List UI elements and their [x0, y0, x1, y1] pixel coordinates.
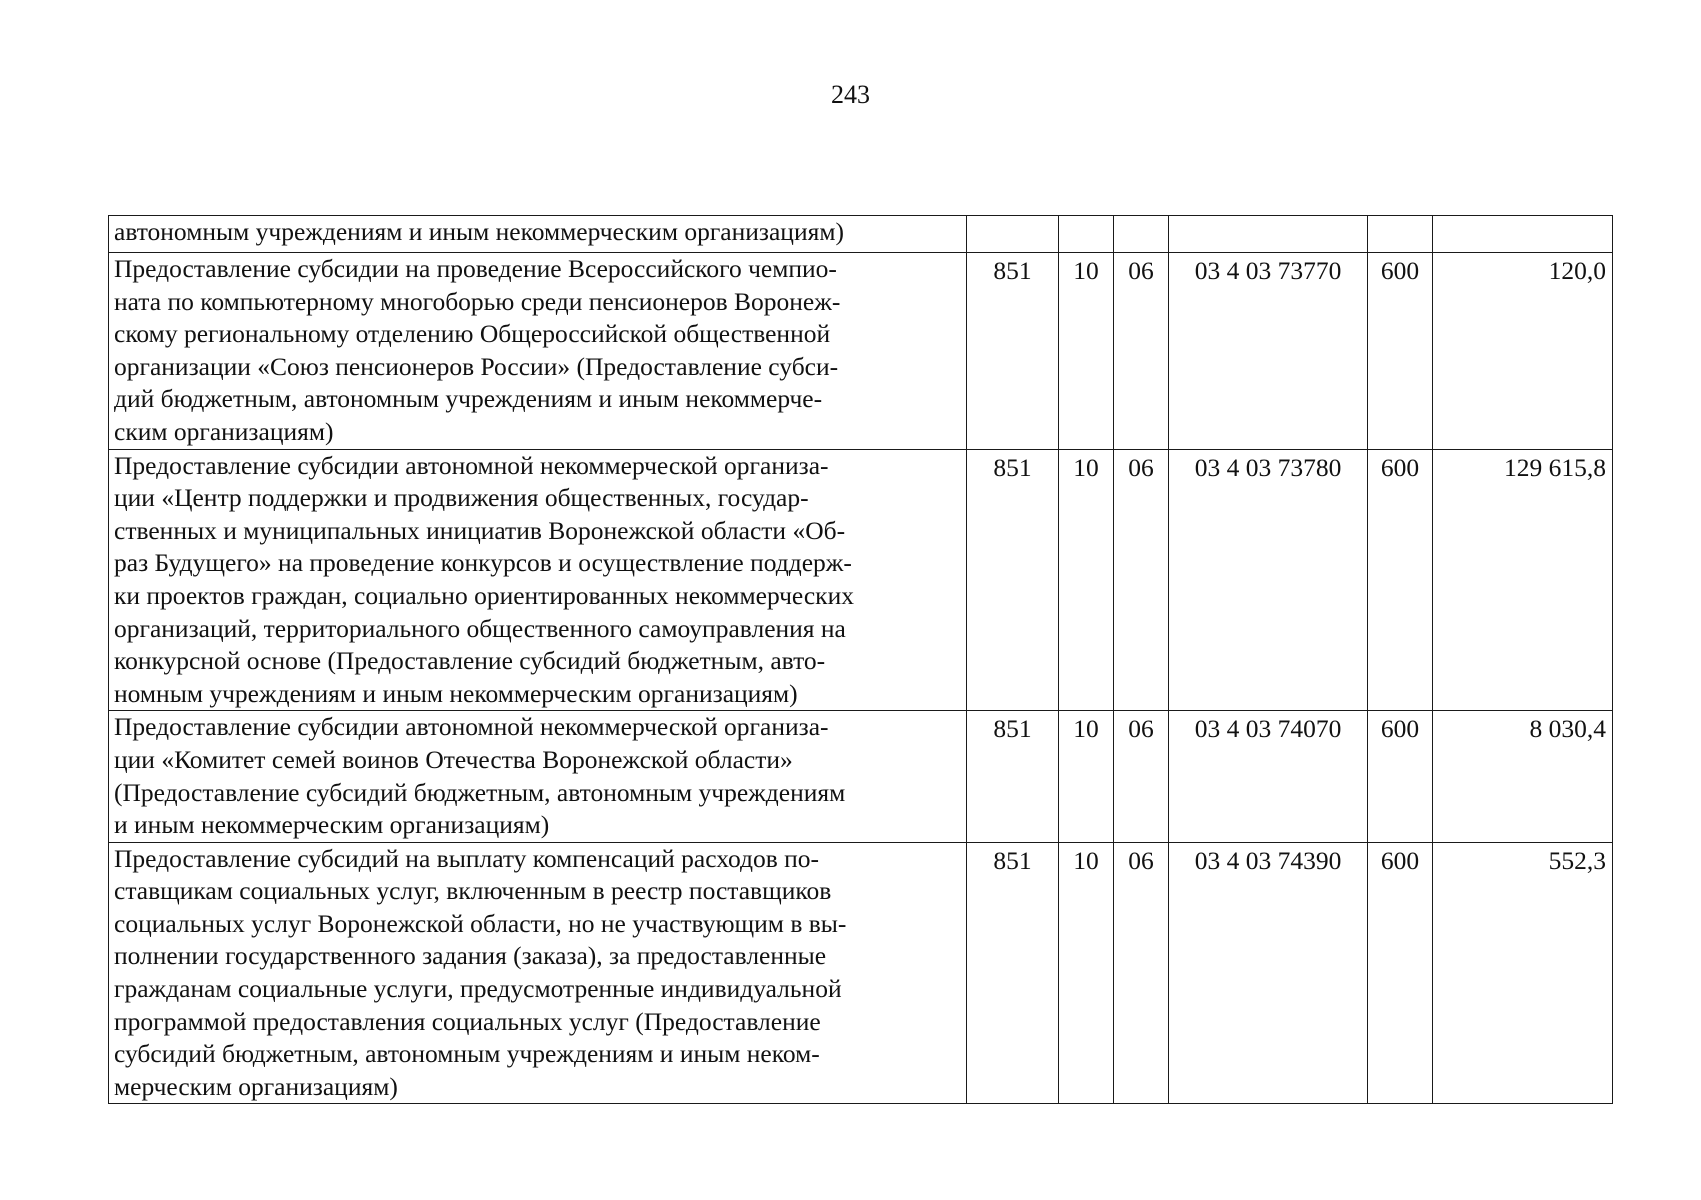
description-line: социальных услуг Воронежской области, но не участвующим в вы- — [114, 908, 847, 938]
cell-rz: 10 — [1059, 711, 1114, 842]
cell-ved: 851 — [967, 449, 1059, 711]
row-description — [109, 842, 967, 1104]
row-description — [109, 253, 967, 450]
description-line: Предоставление субсидии на проведение Всероссийского чемпио- — [114, 254, 837, 283]
table-row — [109, 253, 1613, 450]
row-description: автономным учреждениям и иным некоммерческим организациям) — [109, 216, 967, 253]
table-row-continuation — [109, 216, 1613, 253]
cell-pr: 06 — [1114, 449, 1169, 711]
description-line: скому региональному отделению Общероссийской общественной — [114, 319, 831, 349]
cell-ved: 851 — [967, 253, 1059, 450]
description-line: организаций, территориального общественного самоуправления на — [114, 613, 846, 643]
description-line: ции «Комитет семей воинов Отечества Воронежской области» — [114, 744, 793, 774]
description-line: субсидий бюджетным, автономным учреждениям и иным неком- — [114, 1039, 820, 1069]
description-line: (Предоставление субсидий бюджетным, автономным учреждениям — [114, 777, 846, 807]
page-number: 243 — [831, 80, 870, 109]
description-line: Предоставление субсидии автономной некоммерческой организа- — [114, 450, 829, 480]
cell-vr: 600 — [1368, 253, 1433, 450]
cell-vr: 600 — [1368, 449, 1433, 711]
cell-csr: 03 4 03 73780 — [1169, 449, 1368, 711]
description-line: полнении государственного задания (заказа), за предоставленные — [114, 941, 827, 971]
description-line: программой предоставления социальных услуг (Предоставление — [114, 1006, 821, 1036]
description-line: ственных и муниципальных инициатив Воронежской области «Об- — [114, 515, 846, 545]
cell-pr: 06 — [1114, 842, 1169, 1104]
row-description — [109, 449, 967, 711]
description-line: и иным некоммерческим организациям) — [114, 810, 550, 840]
description-line: ции «Центр поддержки и продвижения общественных, государ- — [114, 483, 809, 513]
cell-ved — [967, 216, 1059, 253]
cell-amount: 8 030,4 — [1433, 711, 1613, 842]
description-line: мерческим организациям) — [114, 1071, 398, 1101]
description-line: ната по компьютерному многоборью среди пенсионеров Воронеж- — [114, 286, 841, 316]
description-line: раз Будущего» на проведение конкурсов и осуществление поддерж- — [114, 548, 852, 578]
cell-rz: 10 — [1059, 842, 1114, 1104]
description-line: ставщикам социальных услуг, включенным в реестр поставщиков — [114, 876, 832, 906]
cell-amount — [1433, 216, 1613, 253]
description-line: номным учреждениям и иным некоммерческим организациям) — [114, 678, 798, 708]
cell-vr: 600 — [1368, 711, 1433, 842]
cell-rz — [1059, 216, 1114, 253]
cell-csr — [1169, 216, 1368, 253]
row-description — [109, 711, 967, 842]
cell-ved: 851 — [967, 711, 1059, 842]
budget-table — [108, 215, 1613, 1104]
description-line: гражданам социальные услуги, предусмотренные индивидуальной — [114, 974, 842, 1004]
cell-rz: 10 — [1059, 253, 1114, 450]
table-row — [109, 711, 1613, 842]
cell-amount: 129 615,8 — [1433, 449, 1613, 711]
cell-pr: 06 — [1114, 253, 1169, 450]
table-row — [109, 449, 1613, 711]
cell-csr: 03 4 03 74070 — [1169, 711, 1368, 842]
table-row — [109, 842, 1613, 1104]
description-line: организации «Союз пенсионеров России» (Предоставление субси- — [114, 351, 839, 381]
description-line: Предоставление субсидий на выплату компенсаций расходов по- — [114, 843, 820, 873]
cell-amount: 552,3 — [1433, 842, 1613, 1104]
cell-ved: 851 — [967, 842, 1059, 1104]
cell-pr: 06 — [1114, 711, 1169, 842]
cell-vr: 600 — [1368, 842, 1433, 1104]
cell-rz: 10 — [1059, 449, 1114, 711]
cell-csr: 03 4 03 73770 — [1169, 253, 1368, 450]
cell-csr: 03 4 03 74390 — [1169, 842, 1368, 1104]
description-line: конкурсной основе (Предоставление субсидий бюджетным, авто- — [114, 646, 826, 676]
description-line: ским организациям) — [114, 416, 334, 446]
cell-amount: 120,0 — [1433, 253, 1613, 450]
description-line: дий бюджетным, автономным учреждениям и иным некоммерче- — [114, 384, 823, 414]
cell-vr — [1368, 216, 1433, 253]
description-line: ки проектов граждан, социально ориентированных некоммерческих — [114, 580, 854, 610]
description-line: Предоставление субсидии автономной некоммерческой организа- — [114, 712, 829, 742]
cell-pr — [1114, 216, 1169, 253]
